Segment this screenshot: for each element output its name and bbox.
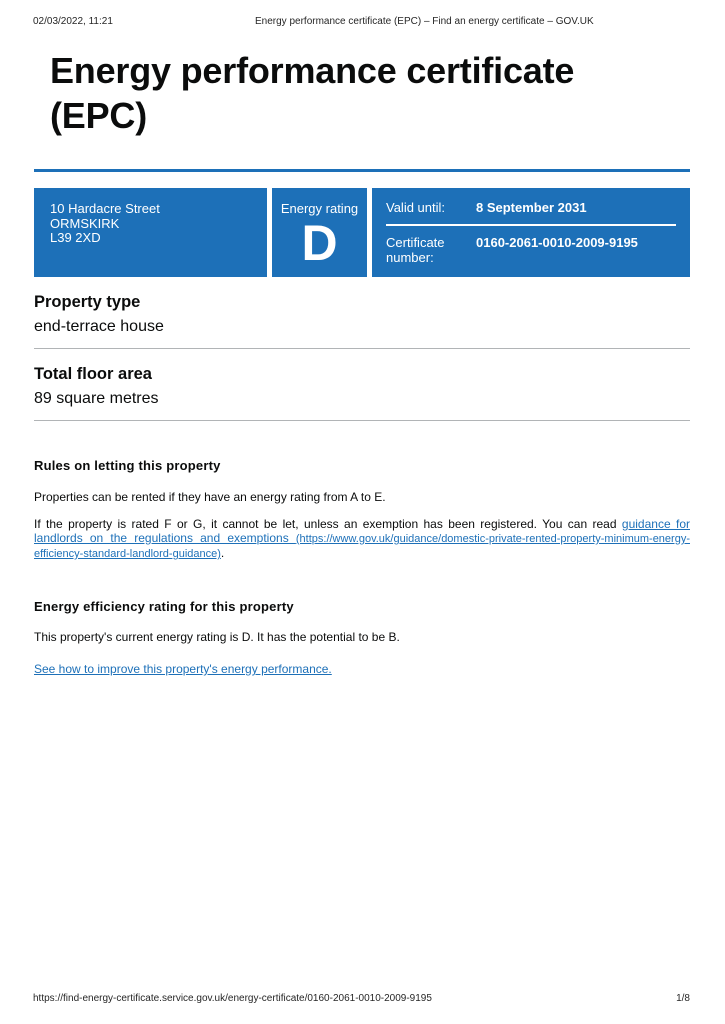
property-address	[34, 188, 267, 277]
rules-paragraph-2-text: If the property is rated F or G, it cannot be let, unless an exemption has been registered. You can read	[34, 517, 622, 531]
print-header-datetime: 02/03/2022, 11:21	[33, 16, 113, 27]
energy-rating-value: D	[301, 215, 338, 271]
print-footer-page-indicator: 1/8	[676, 993, 690, 1004]
address-line-2: ORMSKIRK	[50, 215, 120, 231]
rules-paragraph-1: Properties can be rented if they have an energy rating from A to E.	[34, 490, 386, 504]
improve-link-paragraph	[34, 662, 690, 676]
print-footer-url: https://find-energy-certificate.service.gov.uk/energy-certificate/0160-2061-0010-2009-9195	[33, 993, 432, 1004]
floor-area-heading: Total floor area	[34, 365, 152, 383]
rules-paragraph-2-period: .	[220, 546, 225, 560]
energy-rating-box	[272, 188, 367, 277]
energy-rating-label: Energy rating	[280, 201, 359, 216]
certificate-validity-box	[372, 188, 690, 277]
rules-section-heading: Rules on letting this property	[34, 458, 221, 473]
certificate-summary-banner	[34, 188, 690, 277]
section-divider	[34, 348, 690, 349]
improve-performance-link[interactable]: See how to improve this property's energy performance.	[34, 662, 332, 676]
property-type-value: end-terrace house	[34, 318, 164, 335]
valid-until-label: Valid until:	[386, 200, 446, 215]
valid-until-value: 8 September 2031	[476, 200, 587, 215]
address-line-1: 10 Hardacre Street	[50, 201, 160, 216]
certificate-page	[34, 0, 690, 676]
print-header-doc-title: Energy performance certificate (EPC) – Find an energy certificate – GOV.UK	[255, 16, 594, 27]
valid-until-row	[386, 200, 676, 226]
property-type-heading: Property type	[34, 293, 141, 311]
certificate-number-value: 0160-2061-0010-2009-9195	[476, 235, 638, 250]
floor-area-value: 89 square metres	[34, 390, 159, 407]
certificate-number-row	[386, 226, 676, 265]
address-line-3: L39 2XD	[50, 230, 101, 245]
certificate-number-label: Certificate number:	[386, 235, 445, 265]
title-divider-rule	[34, 169, 690, 172]
section-divider	[34, 420, 690, 421]
efficiency-paragraph: This property's current energy rating is D. It has the potential to be B.	[34, 630, 400, 644]
efficiency-section-heading: Energy efficiency rating for this property	[34, 599, 294, 614]
page-title: Energy performance certificate (EPC)	[50, 50, 575, 136]
rules-paragraph-2	[34, 517, 690, 561]
landlord-guidance-link-text: guidance for landlords on the regulations and exemptions	[34, 517, 690, 545]
landlord-guidance-link-url: (https://www.gov.uk/guidance/domestic-private-rented-property-minimum-energy-efficiency-standard-landlord-guidance)	[34, 533, 690, 560]
